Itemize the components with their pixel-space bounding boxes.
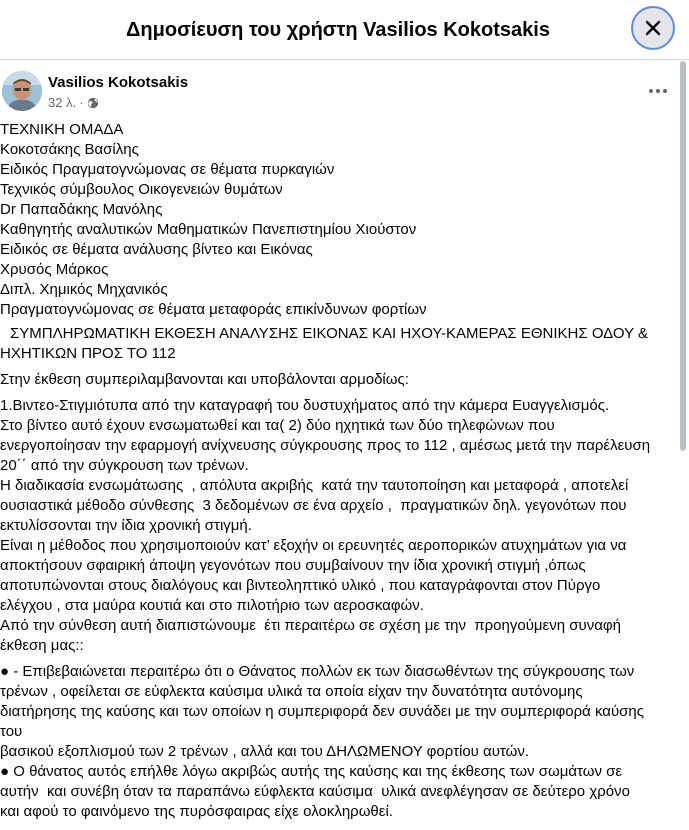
team-line: Ειδικός σε θέματα ανάλυσης βίντεο και Εικόνας bbox=[0, 241, 313, 258]
team-line: Καθηγητής αναλυτικών Μαθηματικών Πανεπιστημίου Χιούστον bbox=[0, 221, 417, 238]
post-header bbox=[0, 61, 679, 121]
bullet-line: βασικού εξοπλισμού των 2 τρένων , αλλά και του ΔΗΛΩΜΕΝΟΥ φορτίου αυτών. bbox=[0, 743, 530, 760]
scrollbar-thumb[interactable] bbox=[680, 61, 686, 451]
section-line: 1.Βιντεο-Στιγμιότυπα από την καταγραφή του δυστυχήματος από την κάμερα Ευαγγελισμός. bbox=[0, 397, 610, 414]
bullet-line: ● - Επιβεβαιώνεται περαιτέρω ότι ο Θάνατος πολλών εκ των διασωθέντων της σύγκρουσης των bbox=[0, 663, 635, 680]
more-options-icon bbox=[648, 88, 668, 94]
section-line: αποκτήσουν σφαιρική άποψη γεγονότων που συμβαίνουν την ίδια χρονική στιγμή ,όπως bbox=[0, 557, 586, 574]
section-line: Είναι η μέθοδος που χρησιμοποιούν κατ’ εξοχήν οι ερευνητές αεροπορικών ατυχημάτων για να bbox=[0, 537, 627, 554]
section-line: Η διαδικασία ενσωμάτωσης , απόλυτα ακριβής κατά την ταυτοποίηση και μεταφορά , αποτελεί bbox=[0, 477, 629, 494]
bullet-line: ● Ο θάνατος αυτός επήλθε λόγω ακριβώς αυτής της καύσης και της έκθεσης των σωμάτων σε bbox=[0, 763, 623, 780]
section-line: έκθεση μας:: bbox=[0, 637, 84, 654]
section-line: ελέγχου , στα μαύρα κουτιά και στο πιλοτήριο των αεροσκαφών. bbox=[0, 597, 424, 614]
more-options-button[interactable] bbox=[640, 76, 676, 106]
globe-icon[interactable] bbox=[87, 97, 99, 109]
section-line: εκτυλίσσονται την ίδια χρονική στιγμή. bbox=[0, 517, 252, 534]
team-line: Πραγματογνώμονας σε θέματα μεταφοράς επικίνδυνων φορτίων bbox=[0, 301, 427, 318]
post-meta bbox=[48, 95, 99, 110]
intro-line: Στην έκθεση συμπεριλαμβανονται και υποβάλονται αρμοδίως: bbox=[0, 371, 409, 388]
bullet-line: και αφού το φαινόμενο της πυρόσφαιρας είχε ολοκληρωθεί. bbox=[0, 803, 393, 820]
report-title-line: ΣΥΜΠΛΗΡΩΜΑΤΙΚΗ ΕΚΘΕΣΗ ΑΝΑΛΥΣΗΣ ΕΙΚΟΝΑΣ ΚΑΙ ΗΧΟΥ-ΚΑΜΕΡΑΣ ΕΘΝΙΚΗΣ ΟΔΟΥ & bbox=[10, 325, 648, 342]
post-text bbox=[0, 120, 672, 822]
avatar-image bbox=[2, 71, 42, 111]
bullet-line: αυτήν και συνέβη όταν τα παραπάνω εύφλεκτα καύσιμα υλικά ανεφλέγησαν σε δεύτερο χρόνο bbox=[0, 783, 630, 800]
section-line: ενεργοποίησαν την εφαρμογή ανίχνευσης σύγκρουσης προς το 112 , αμέσως μετά την παρέλευση bbox=[0, 437, 651, 454]
section-line: Στο βίντεο αυτό έχουν ενσωματωθεί και τα( 2) δύο ηχητικά των δύο τηλεφώνων που bbox=[0, 417, 555, 434]
section-line: αποτυπώνονται στους διαλόγους και βιντεοληπτικό υλικό , που καταγράφονται στον Πύργο bbox=[0, 577, 601, 594]
close-button[interactable] bbox=[633, 8, 673, 48]
dialog-title: Δημοσίευση του χρήστη Vasilios Kokotsakis bbox=[126, 19, 550, 41]
meta-separator: · bbox=[79, 95, 84, 110]
section-line: Από την σύνθεση αυτή διαπιστώνουμε έτι περαιτέρω σε σχέση με την προηγούμενη συναφή bbox=[0, 617, 621, 634]
author-name[interactable]: Vasilios Kokotsakis bbox=[48, 74, 189, 91]
bullet-line: διατήρησης της καύσης και των οποίων η συμπεριφορά δεν συνάδει με την συμπεριφορά καύσης bbox=[0, 703, 644, 720]
bullet-line: τρένων , οφείλεται σε εύφλεκτα καύσιμα υλικά τα οποία είχαν την δυνατότητα αυτόνομης bbox=[0, 683, 583, 700]
scrollbar[interactable] bbox=[679, 61, 687, 830]
team-line: Ειδικός Πραγματογνώμονας σε θέματα πυρκαγιών bbox=[0, 161, 335, 178]
team-line: Διπλ. Χημικός Μηχανικός bbox=[0, 281, 168, 298]
team-line: ΤΕΧΝΙΚΗ ΟΜΑΔΑ bbox=[0, 121, 124, 138]
team-line: Τεχνικός σύμβουλος Οικογενειών θυμάτων bbox=[0, 181, 283, 198]
team-line: Dr Παπαδάκης Μανόλης bbox=[0, 201, 163, 218]
report-title-line: ΗΧΗΤΙΚΩΝ ΠΡΟΣ ΤΟ 112 bbox=[0, 345, 176, 362]
avatar[interactable] bbox=[2, 71, 42, 111]
post-time[interactable]: 32 λ. bbox=[48, 95, 77, 110]
team-line: Χρυσός Μάρκος bbox=[0, 261, 109, 278]
section-line: 20΄΄ από την σύγκρουση των τρένων. bbox=[0, 457, 249, 474]
section-line: ουσιαστικά μέθοδο σύνθεσης 3 δεδομένων σε ένα αρχείο , πραγματικών δηλ. γεγονότων που bbox=[0, 497, 627, 514]
close-icon bbox=[645, 20, 661, 36]
bullet-line: του bbox=[0, 723, 23, 740]
team-line: Κοκοτσάκης Βασίλης bbox=[0, 141, 139, 158]
dialog-header bbox=[0, 0, 689, 60]
